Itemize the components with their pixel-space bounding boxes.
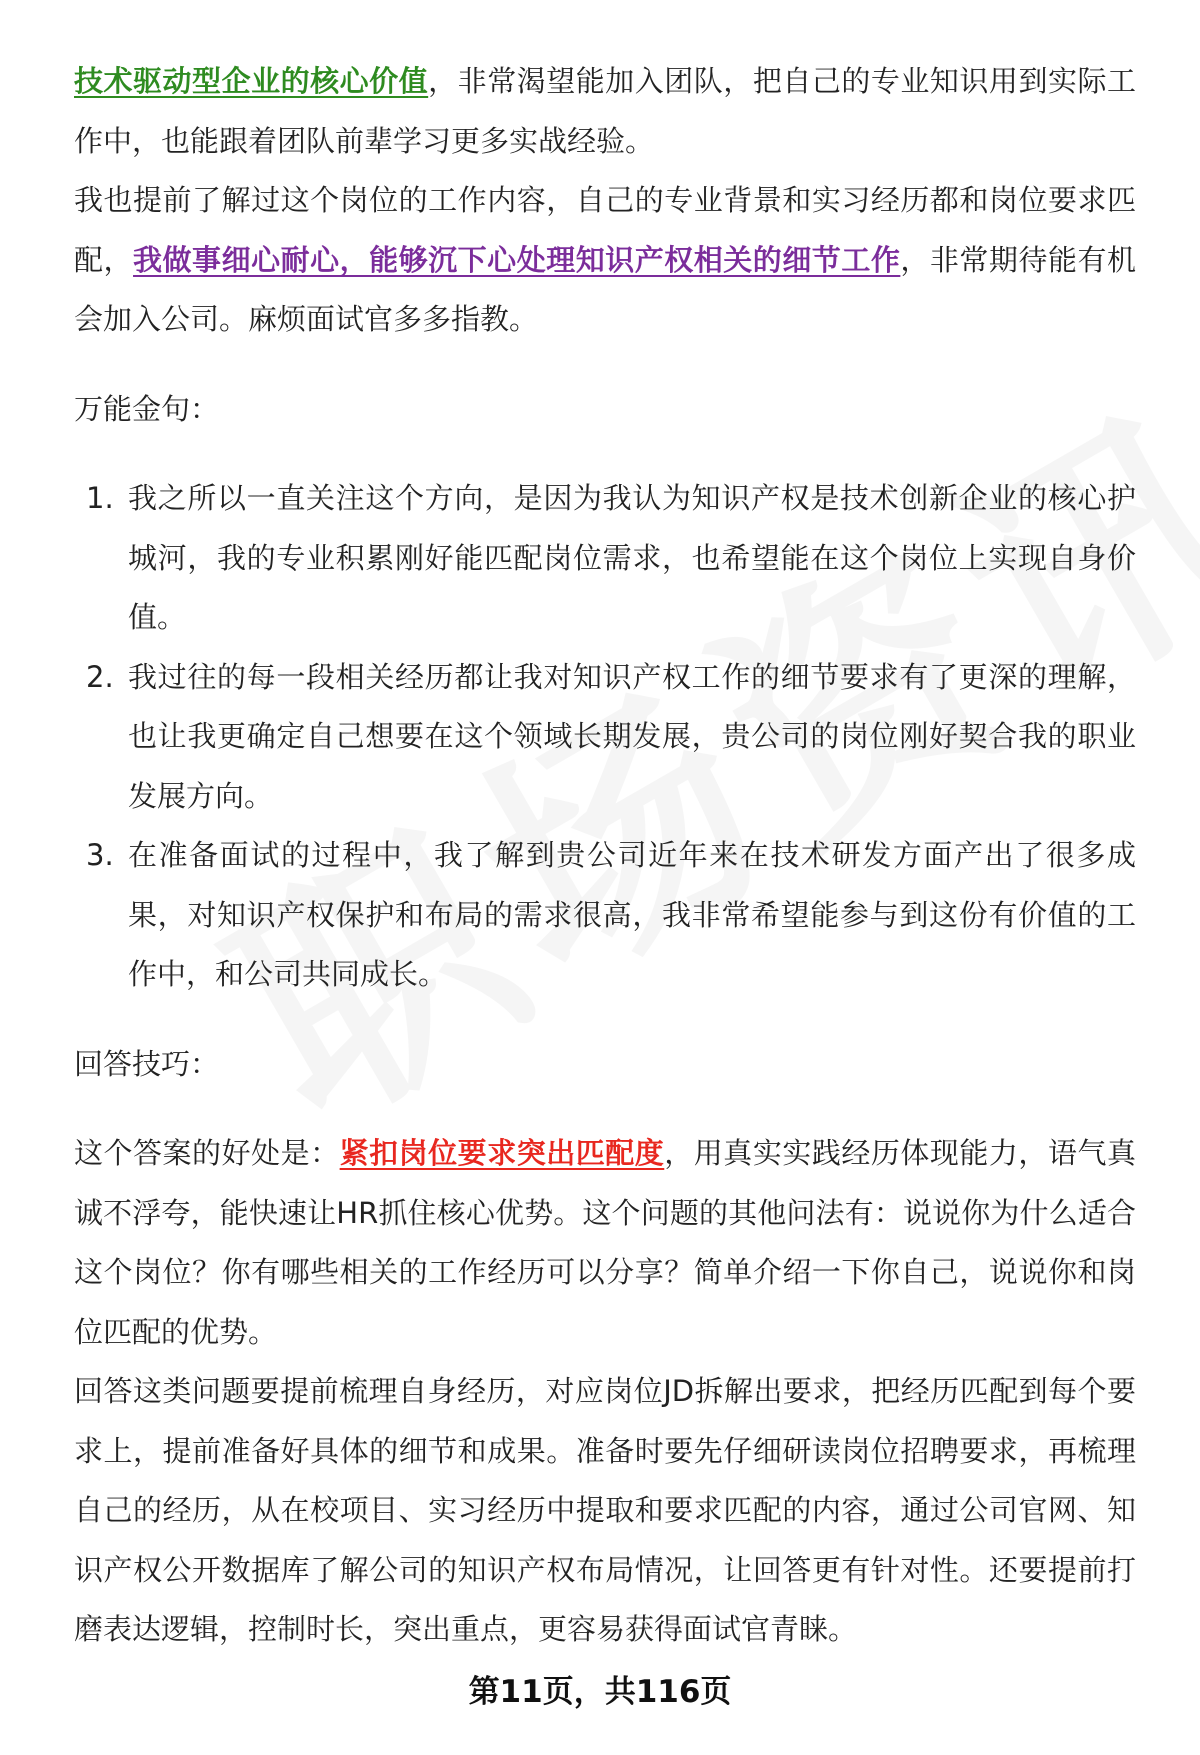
intro-text: 我也提前了解过这个岗位的工作内容，自己的专业背景和实习经历都和岗位要求匹配， [74, 183, 1136, 277]
list-text: 我之所以一直关注这个方向，是因为我认为知识产权是技术创新企业的核心护城河，我的专业积累刚好能匹配岗位需求，也希望能在这个岗位上实现自身价值。 [128, 481, 1136, 634]
list-text: 在准备面试的过程中，我了解到贵公司近年来在技术研发方面产出了很多成果，对知识产权保护和布局的需求很高，我非常希望能参与到这份有价值的工作中，和公司共同成长。 [128, 838, 1136, 991]
content [74, 52, 1136, 1660]
page-number: 第11页，共116页 [468, 1674, 732, 1710]
golden-heading: 万能金句： [74, 391, 220, 426]
tips-heading: 回答技巧： [74, 1046, 220, 1081]
tips-paragraph-1 [74, 1124, 1136, 1362]
list-item [74, 648, 1136, 827]
golden-list [74, 469, 1136, 1005]
list-item [74, 826, 1136, 1005]
intro-text: ，非常期待能有机会加入公司。麻烦面试官多多指教。 [74, 242, 1136, 336]
highlight-red: 紧扣岗位要求突出匹配度 [339, 1136, 665, 1170]
list-item [74, 469, 1136, 648]
highlight-purple: 我做事细心耐心，能够沉下心处理知识产权相关的细节工作 [133, 242, 901, 277]
tips-paragraph-2: 回答这类问题要提前梳理自身经历，对应岗位JD拆解出要求，把经历匹配到每个要求上，提前准备好具体的细节和成果。准备时要先仔细研读岗位招聘要求，再梳理自己的经历，从在校项目、实习经历中提取和要求匹配的内容，通过公司官网、知识产权公开数据库了解公司的知识产权布局情况，让回答更有针对性。还要提前打磨表达逻辑，控制时长，突出重点，更容易获得面试官青睐。 [74, 1374, 1136, 1646]
list-number: 2. [86, 659, 114, 694]
tips-text: ，用真实实践经历体现能力，语气真诚不浮夸，能快速让HR抓住核心优势。这个问题的其他问法有：说说你为什么适合这个岗位？你有哪些相关的工作经历可以分享？简单介绍一下你自己，说说你和岗位匹配的优势。 [74, 1136, 1136, 1349]
list-number: 1. [86, 481, 114, 515]
list-number: 3. [86, 838, 114, 872]
highlight-green: 技术驱动型企业的核心价值 [74, 64, 429, 98]
intro-text: ，非常渴望能加入团队，把自己的专业知识用到实际工作中，也能跟着团队前辈学习更多实战经验。 [74, 64, 1136, 158]
tips-text: 这个答案的好处是： [74, 1136, 340, 1170]
intro-paragraph-2 [74, 171, 1136, 350]
intro-paragraph-1 [74, 52, 1136, 171]
list-text: 我过往的每一段相关经历都让我对知识产权工作的细节要求有了更深的理解，也让我更确定自己想要在这个领域长期发展，贵公司的岗位刚好契合我的职业发展方向。 [128, 659, 1136, 813]
